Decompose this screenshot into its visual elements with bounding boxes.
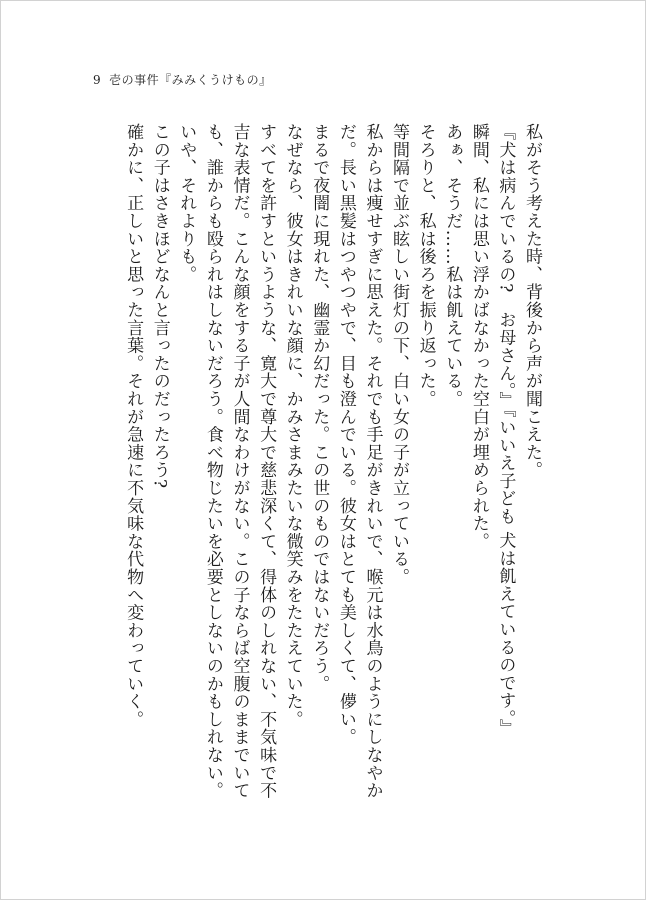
paragraph: 確かに、正しいと思った言葉。それが急速に不気味な代物へ変わっていく。 bbox=[123, 123, 144, 729]
paragraph: あぁ、そうだ……私は飢えている。 bbox=[442, 123, 463, 408]
paragraph: そろりと、私は後ろを振り返った。 bbox=[415, 123, 436, 408]
chapter-title: 壱の事件『みみくうけもの』 bbox=[109, 73, 272, 87]
paragraph: すべてを許すというような、寛大で尊大で慈悲深くて、得体のしれない、不気味で不吉な表情だ。こんな顔をする子が人間なわけがない。この子ならば空腹のままでいても、誰からも殴られはしないだろう。食べ物じたいを必要としないのかもしれない。 bbox=[202, 123, 277, 800]
paragraph: 私がそう考えた時、背後から声が聞こえた。 bbox=[522, 123, 542, 479]
running-header bbox=[93, 71, 272, 88]
paragraph: 等間隔で並ぶ眩しい街灯の下、白い女の子が立っている。 bbox=[389, 123, 410, 586]
paragraph: この子はさきほどなんと言ったのだったろう? bbox=[149, 123, 170, 489]
paragraph: 瞬間、私には思い浮かばなかった空白が埋められた。 bbox=[468, 123, 489, 551]
page-number: 9 bbox=[93, 73, 102, 87]
paragraph: 『犬は病んでいるの? お母さん。』『いいえ子ども 犬は飢えているのです。』 bbox=[495, 123, 516, 737]
body-text bbox=[85, 123, 545, 813]
paragraph: いや、それよりも。 bbox=[176, 123, 197, 284]
paragraph: なぜなら、彼女はきれいな顔に、かみさまみたいな微笑みをたたえていた。 bbox=[282, 123, 303, 729]
paragraph: 私からは痩せすぎに思えた。それでも手足がきれいで、喉元は水鳥のようにしなやかだ。長い黒髪はつやつやで、目も澄んでいる。彼女はとても美しくて、儚い。 bbox=[335, 123, 383, 800]
paragraph: まるで夜闇に現れた、幽霊か幻だった。この世のものではないだろう。 bbox=[309, 123, 330, 693]
